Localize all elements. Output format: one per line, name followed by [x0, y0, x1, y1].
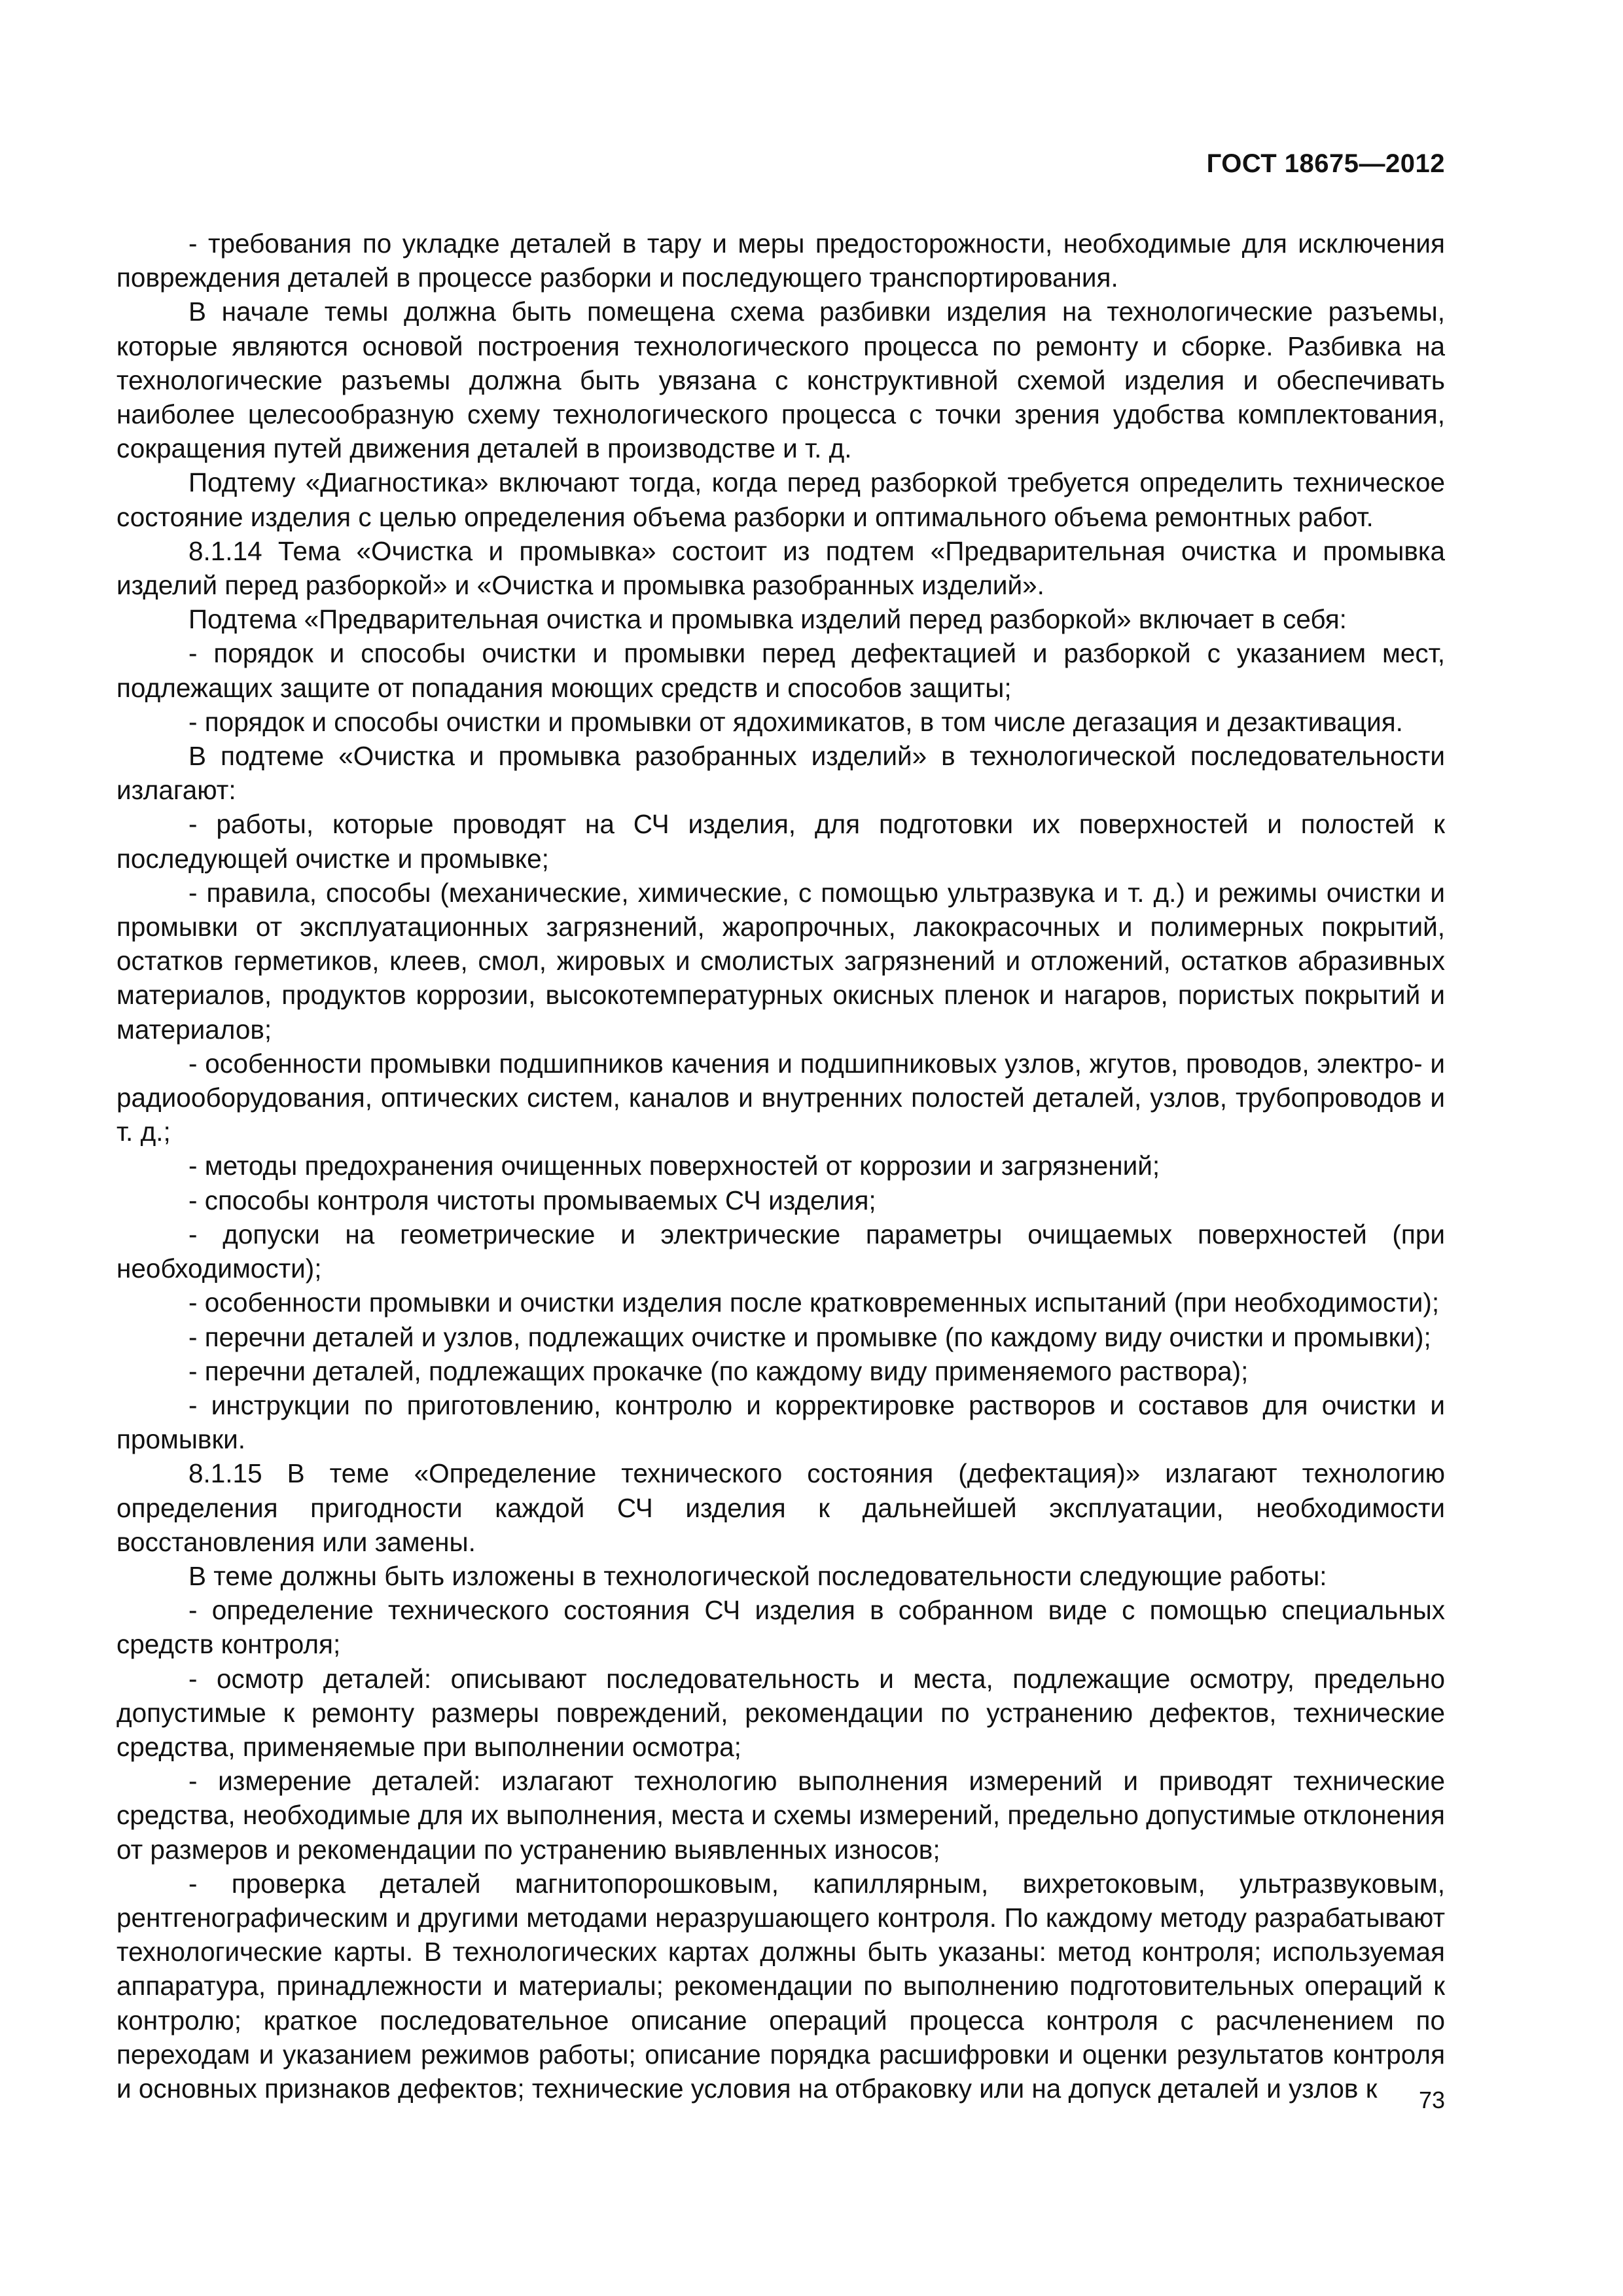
document-header: ГОСТ 18675—2012: [1206, 149, 1445, 178]
paragraph: - определение технического состояния СЧ изделия в собранном виде с помощью специальных средств контроля;: [116, 1595, 1445, 1660]
paragraph: - способы контроля чистоты промываемых СЧ изделия;: [188, 1185, 876, 1215]
paragraph: Подтему «Диагностика» включают тогда, когда перед разборкой требуется определить техническое состояние изделия с целью определения объема разборки и оптимального объема ремонтных работ.: [116, 467, 1445, 532]
paragraph: - осмотр деталей: описывают последовательность и места, подлежащие осмотру, предельно допустимые к ремонту размеры повреждений, рекомендации по устранению дефектов, технические средства, применяемые при выполнении осмотра;: [116, 1663, 1445, 1762]
paragraph: - перечни деталей, подлежащих прокачке (по каждому виду применяемого раствора);: [188, 1355, 1249, 1386]
paragraph: Подтема «Предварительная очистка и промывка изделий перед разборкой» включает в себя:: [188, 604, 1347, 635]
paragraph: - правила, способы (механические, химические, с помощью ультразвука и т. д.) и режимы очистки и промывки от эксплуатационных загрязнений, жаропрочных, лакокрасочных и полимерных покрытий, остатков герметиков, клеев, смол, жировых и смолистых загрязнений и отложений, остатков абразивных материалов, продуктов коррозии, высокотемпературных окисных пленок и нагаров, пористых покрытий и материалов;: [116, 877, 1445, 1045]
paragraph: - особенности промывки и очистки изделия после кратковременных испытаний (при необходимости);: [188, 1287, 1440, 1318]
paragraph: - измерение деталей: излагают технологию выполнения измерений и приводят технические средства, необходимые для их выполнения, места и схемы измерений, предельно допустимые отклонения от размеров и рекомендации по устранению выявленных износов;: [116, 1766, 1445, 1865]
paragraph: 8.1.15 В теме «Определение технического состояния (дефектация)» излагают технологию определения пригодности каждой СЧ изделия к дальнейшей эксплуатации, необходимости восстановления или замены.: [116, 1458, 1445, 1557]
paragraph: - допуски на геометрические и электрические параметры очищаемых поверхностей (при необходимости);: [116, 1219, 1445, 1284]
text-body: [116, 226, 1445, 2106]
paragraph: - проверка деталей магнитопорошковым, капиллярным, вихретоковым, ультразвуковым, рентгенографическим и другими методами неразрушающего контроля. По каждому методу разрабатывают технологические карты. В технологических картах должны быть указаны: метод контроля; используемая аппаратура, принадлежности и материалы; рекомендации по выполнению подготовительных операций к контролю; краткое последовательное описание операций процесса контроля с расчленением по переходам и указанием режимов работы; описание порядка расшифровки и оценки результатов контроля и основных признаков дефектов; технические условия на отбраковку или на допуск деталей и узлов к: [116, 1868, 1445, 2104]
paragraph: В подтеме «Очистка и промывка разобранных изделий» в технологической последовательности излагают:: [116, 741, 1445, 806]
paragraph: - особенности промывки подшипников качения и подшипниковых узлов, жгутов, проводов, электро- и радиооборудования, оптических систем, каналов и внутренних полостей деталей, узлов, трубопроводов и т. д.;: [116, 1048, 1445, 1147]
paragraph: - методы предохранения очищенных поверхностей от коррозии и загрязнений;: [188, 1151, 1160, 1181]
page-number: 73: [1418, 2087, 1445, 2113]
paragraph: 8.1.14 Тема «Очистка и промывка» состоит из подтем «Предварительная очистка и промывка изделий перед разборкой» и «Очистка и промывка разобранных изделий».: [116, 535, 1445, 601]
paragraph: - порядок и способы очистки и промывки от ядохимикатов, в том числе дегазация и дезактивация.: [188, 706, 1403, 737]
paragraph: - работы, которые проводят на СЧ изделия, для подготовки их поверхностей и полостей к последующей очистке и промывке;: [116, 809, 1445, 874]
paragraph: - требования по укладке деталей в тару и меры предосторожности, необходимые для исключения повреждения деталей в процессе разборки и последующего транспортирования.: [116, 228, 1445, 293]
paragraph: - порядок и способы очистки и промывки перед дефектацией и разборкой с указанием мест, подлежащих защите от попадания моющих средств и способов защиты;: [116, 638, 1445, 703]
paragraph: В теме должны быть изложены в технологической последовательности следующие работы:: [188, 1560, 1327, 1591]
paragraph: В начале темы должна быть помещена схема разбивки изделия на технологические разъемы, которые являются основой построения технологического процесса по ремонту и сборке. Разбивка на технологические разъемы должна быть увязана с конструктивной схемой изделия и обеспечивать наиболее целесообразную схему технологического процесса с точки зрения удобства комплектования, сокращения путей движения деталей в производстве и т. д.: [116, 296, 1445, 464]
paragraph: - инструкции по приготовлению, контролю и корректировке растворов и составов для очистки и промывки.: [116, 1390, 1445, 1455]
paragraph: - перечни деталей и узлов, подлежащих очистке и промывке (по каждому виду очистки и промывки);: [188, 1321, 1431, 1352]
